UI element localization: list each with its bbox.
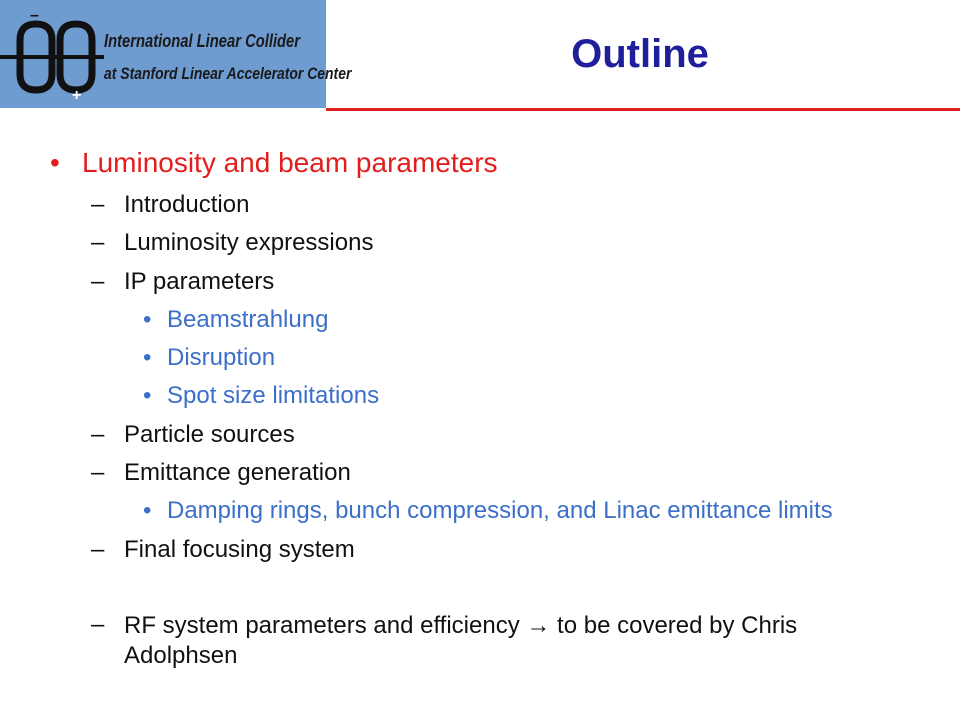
slide-title: Outline [571, 32, 709, 76]
logo-line-1: International Linear Collider [104, 31, 301, 51]
dash: – [91, 459, 105, 486]
bullet: • [143, 344, 152, 371]
ilc-logo [0, 0, 352, 108]
bullet: • [143, 497, 152, 524]
title-rule [326, 108, 960, 111]
item-text: Luminosity expressions [124, 229, 374, 256]
item-text: Particle sources [124, 421, 295, 448]
ilc-logo-mark [0, 0, 326, 108]
item-text: IP parameters [124, 268, 275, 295]
bullet: • [143, 382, 152, 409]
item-text: Emittance generation [124, 459, 351, 486]
item-text: Beamstrahlung [167, 306, 329, 333]
item-text: RF system parameters and efficiency → to be covered by Chris Adolphsen [124, 612, 798, 669]
dash: – [91, 229, 105, 256]
item-text: Introduction [124, 191, 250, 218]
item-text: Spot size limitations [167, 382, 380, 409]
logo-line-2: at Stanford Linear Accelerator Center [104, 64, 352, 83]
electron-sign: – [30, 7, 39, 24]
dash: – [91, 268, 105, 295]
item-text: Disruption [167, 344, 276, 371]
positron-sign: + [72, 87, 82, 104]
bullet: • [50, 147, 60, 178]
dash: – [91, 536, 105, 563]
heading-text: Luminosity and beam parameters [82, 147, 498, 178]
dash: – [91, 191, 105, 218]
bullet: • [143, 306, 152, 333]
item-text: Final focusing system [124, 536, 355, 563]
dash: – [91, 611, 105, 638]
dash: – [91, 421, 105, 448]
item-text: Damping rings, bunch compression, and Linac emittance limits [167, 497, 833, 524]
